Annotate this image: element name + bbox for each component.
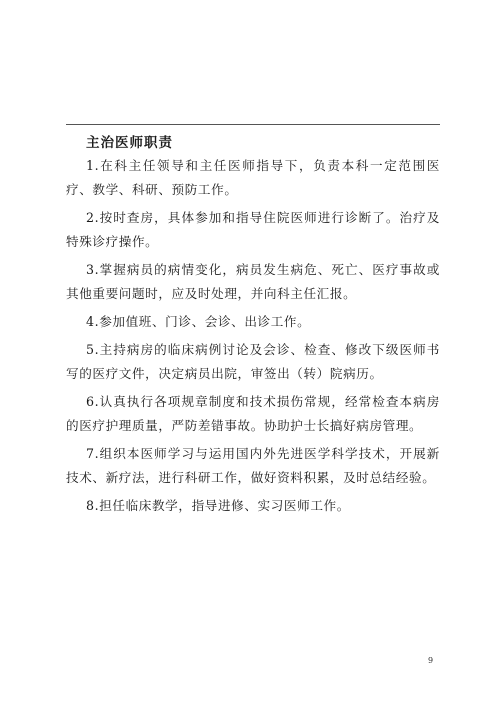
duty-item-6: 6.认真执行各项规章制度和技术损伤常规，经常检查本病房的医疗护理质量，严防差错事故。协助护士长搞好病房管理。: [66, 394, 440, 433]
duty-item-4: 4.参加值班、门诊、会诊、出诊工作。: [86, 314, 311, 329]
section-heading: 主治医师职责: [86, 135, 173, 151]
duty-item-8: 8.担任临床教学，指导进修、实习医师工作。: [86, 498, 350, 513]
duty-item-2: 2.按时查房，具体参加和指导住院医师进行诊断了。治疗及特殊诊疗操作。: [66, 210, 440, 249]
duty-item-7: 7.组织本医师学习与运用国内外先进医学科学技术，开展新技术、新疗法，进行科研工作，做好资料积累，及时总结经验。: [66, 446, 440, 485]
duty-item-5: 5.主持病房的临床病例讨论及会诊、检查、修改下级医师书写的医疗文件，决定病员出院，审签出（转）院病历。: [66, 342, 440, 381]
duty-item-3: 3.掌握病员的病情变化，病员发生病危、死亡、医疗事故或其他重要问题时，应及时处理，并向科主任汇报。: [66, 262, 440, 301]
duty-list: [66, 154, 440, 522]
duty-item-1: 1.在科主任领导和主任医师指导下，负责本科一定范围医疗、教学、科研、预防工作。: [66, 158, 440, 197]
header-rule: [66, 124, 440, 125]
page-number: 9: [428, 656, 434, 665]
